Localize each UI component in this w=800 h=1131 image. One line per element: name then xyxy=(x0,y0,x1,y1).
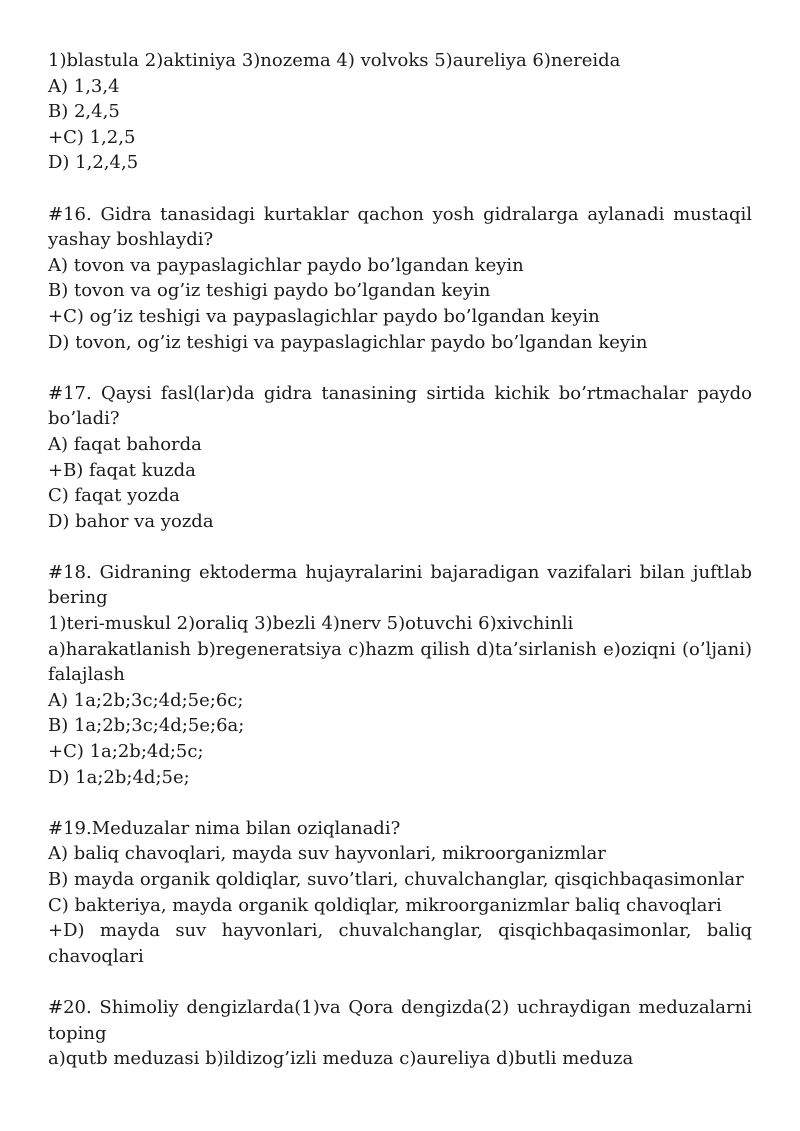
q15-option-b: B) 2,4,5 xyxy=(48,101,120,123)
q18-option-a: A) 1a;2b;3c;4d;5e;6c; xyxy=(48,689,244,711)
q16-option-b: B) tovon va og’iz teshigi paydo bo’lgandan keyin xyxy=(48,280,491,302)
spacer xyxy=(48,355,752,381)
q17-option-b: +B) faqat kuzda xyxy=(48,459,196,481)
q20-question-line2: toping xyxy=(48,1022,107,1044)
q18-option-d: D) 1a;2b;4d;5e; xyxy=(48,766,190,788)
q17-question-line2: bo’ladi? xyxy=(48,408,120,430)
q15-option-d: D) 1,2,4,5 xyxy=(48,152,139,174)
q17-option-a: A) faqat bahorda xyxy=(48,433,202,455)
q20-items: a)qutb meduzasi b)ildizog’izli meduza c)aureliya d)butli meduza xyxy=(48,1048,634,1070)
q19-option-a: A) baliq chavoqlari, mayda suv hayvonlari, mikroorganizmlar xyxy=(48,843,606,865)
q19-option-c: C) bakteriya, mayda organik qoldiqlar, mikroorganizmlar baliq chavoqlari xyxy=(48,894,722,916)
q16-question-line2: yashay boshlaydi? xyxy=(48,229,214,251)
q15-option-a: A) 1,3,4 xyxy=(48,75,120,97)
q17-option-d: D) bahor va yozda xyxy=(48,510,214,532)
q17-option-c: C) faqat yozda xyxy=(48,485,180,507)
q16-option-c: +C) og’iz teshigi va paypaslagichlar paydo bo’lgandan keyin xyxy=(48,305,600,327)
spacer xyxy=(48,534,752,560)
q15-items: 1)blastula 2)aktiniya 3)nozema 4) volvoks 5)aureliya 6)nereida xyxy=(48,50,621,71)
q18-items: 1)teri-muskul 2)oraliq 3)bezli 4)nerv 5)otuvchi 6)xivchinli xyxy=(48,613,574,635)
test-page xyxy=(48,48,752,1072)
q17-question-line1: #17. Qaysi fasl(lar)da gidra tanasining sirtida kichik bo’rtmachalar paydo xyxy=(48,382,752,404)
q18-functions-line2: falajlash xyxy=(48,664,125,686)
q19-option-b: B) mayda organik qoldiqlar, suvo’tlari, chuvalchanglar, qisqichbaqasimonlar xyxy=(48,869,744,890)
q19-option-d-line1: +D) mayda suv hayvonlari, chuvalchanglar, qisqichbaqasimonlar, baliq xyxy=(48,920,752,942)
spacer xyxy=(48,176,752,202)
q18-option-b: B) 1a;2b;3c;4d;5e;6a; xyxy=(48,715,245,737)
spacer xyxy=(48,969,752,995)
q19-question: #19.Meduzalar nima bilan oziqlanadi? xyxy=(48,817,401,839)
q16-option-d: D) tovon, og’iz teshigi va paypaslagichlar paydo bo’lgandan keyin xyxy=(48,331,648,353)
q18-question-line1: #18. Gidraning ektoderma hujayralarini bajaradigan vazifalari bilan juftlab xyxy=(48,561,752,583)
q20-question-line1: #20. Shimoliy dengizlarda(1)va Qora dengizda(2) uchraydigan meduzalarni xyxy=(48,996,752,1018)
q15-option-c: +C) 1,2,5 xyxy=(48,126,136,148)
q16-question-line1: #16. Gidra tanasidagi kurtaklar qachon yosh gidralarga aylanadi mustaqil xyxy=(48,203,752,225)
q18-functions-line1: a)harakatlanish b)regeneratsiya c)hazm qilish d)ta’sirlanish e)oziqni (o’ljani) xyxy=(48,638,752,660)
q16-option-a: A) tovon va paypaslagichlar paydo bo’lgandan keyin xyxy=(48,254,524,276)
q18-question-line2: bering xyxy=(48,587,108,609)
q18-option-c: +C) 1a;2b;4d;5c; xyxy=(48,741,204,763)
q19-option-d-line2: chavoqlari xyxy=(48,945,144,967)
spacer xyxy=(48,790,752,816)
